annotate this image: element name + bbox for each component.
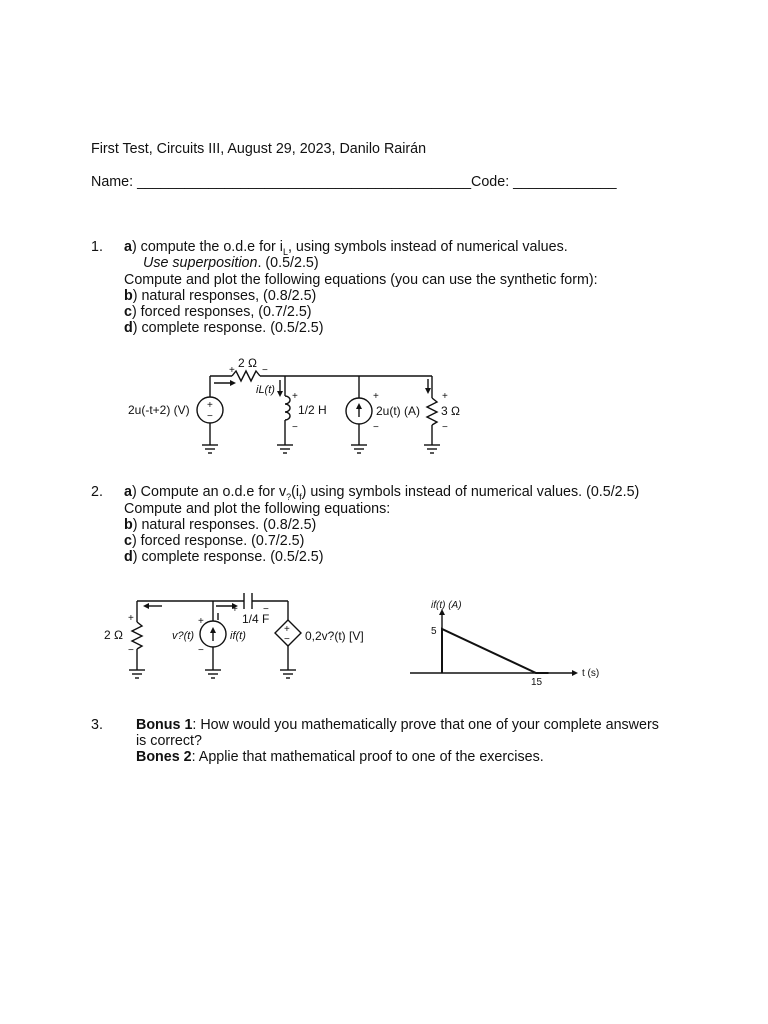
svg-text:−: − <box>207 411 213 422</box>
q1-compute-line: Compute and plot the following equations (you can use the synthetic form): <box>124 272 598 288</box>
q1-a-sub: L <box>282 246 288 257</box>
q2-d-text: ) complete response. (0.5/2.5) <box>132 549 324 565</box>
q2-b-letter: b <box>124 517 133 533</box>
q1-b-line <box>124 288 316 304</box>
circuit1-inductor-label: 1/2 H <box>298 403 327 417</box>
q3-bonus2-line <box>136 749 544 765</box>
q3-bonus1-cont: is correct? <box>136 733 202 749</box>
svg-text:+: + <box>373 391 379 402</box>
q1-a-tail: , using symbols instead of numerical values. <box>287 239 568 255</box>
plot-y-tick-5: 5 <box>431 626 437 637</box>
q2-c-text: ) forced response. (0.7/2.5) <box>131 533 305 549</box>
q1-number: 1. <box>91 239 103 255</box>
svg-text:+: + <box>207 400 213 411</box>
circuit2-v-label: v?(t) <box>172 630 194 642</box>
plot-y-label: if(t) (A) <box>431 600 462 611</box>
q1-b-text: ) natural responses, (0.8/2.5) <box>132 288 317 304</box>
svg-text:+: + <box>128 613 134 624</box>
q1-superposition-line <box>143 255 319 271</box>
svg-text:−: − <box>128 645 134 656</box>
name-code-line: Name: __________________________________________Code: _____________ <box>91 174 617 190</box>
circuit2-if-label: if(t) <box>230 630 246 642</box>
svg-text:+: + <box>198 616 204 627</box>
circuit1-r-top-label: 2 Ω <box>238 356 257 370</box>
q2-compute-line: Compute and plot the following equations: <box>124 501 391 517</box>
q2-a-tail: ) using symbols instead of numerical values. (0.5/2.5) <box>301 484 640 500</box>
svg-text:−: − <box>442 422 448 433</box>
circuit2-dep-source-label: 0,2v?(t) [V] <box>305 629 364 643</box>
q1-superposition-tail: . (0.5/2.5) <box>257 255 319 271</box>
q1-a-text: ) compute the o.d.e for i <box>131 239 283 255</box>
q3-bonus1-line <box>136 717 659 733</box>
svg-text:+: + <box>232 604 238 615</box>
svg-text:−: − <box>263 604 269 615</box>
q1-c-text: ) forced responses, (0.7/2.5) <box>131 304 312 320</box>
q2-a-sub2: f <box>299 491 302 502</box>
svg-text:−: − <box>198 645 204 656</box>
circuit-2-diagram <box>0 585 400 685</box>
q1-b-letter: b <box>124 288 133 304</box>
circuit2-cap-label: 1/4 F <box>242 612 270 626</box>
svg-text:−: − <box>292 422 298 433</box>
svg-text:+: + <box>292 391 298 402</box>
circuit1-il-label: iL(t) <box>256 384 275 396</box>
q3-number: 3. <box>91 717 103 733</box>
svg-text:+: + <box>284 624 290 635</box>
q2-d-letter: d <box>124 549 133 565</box>
q2-d-line <box>124 549 323 565</box>
circuit-1-diagram <box>0 345 768 460</box>
plot-x-tick-15: 15 <box>531 677 543 688</box>
svg-text:−: − <box>284 634 290 645</box>
q3-bonus2-label: Bones 2 <box>136 749 192 765</box>
svg-text:+: + <box>229 365 235 376</box>
svg-text:+: + <box>442 391 448 402</box>
q1-c-letter: c <box>124 304 132 320</box>
q2-c-letter: c <box>124 533 132 549</box>
q1-c-line <box>124 304 312 320</box>
q1-a-letter: a <box>124 239 132 255</box>
circuit2-r-left-label: 2 Ω <box>104 628 123 642</box>
q2-a-mid: (i <box>291 484 300 500</box>
q1-d-letter: d <box>124 320 133 336</box>
circuit1-source-v-label: 2u(-t+2) (V) <box>128 403 190 417</box>
q3-bonus1-text: : How would you mathematically prove that one of your complete answers <box>192 717 659 733</box>
q2-c-line <box>124 533 304 549</box>
if-plot <box>400 590 620 690</box>
page-title: First Test, Circuits III, August 29, 2023, Danilo Rairán <box>91 141 427 157</box>
q3-bonus2-text: : Applie that mathematical proof to one of the exercises. <box>191 749 544 765</box>
q1-d-line <box>124 320 323 336</box>
q2-b-text: ) natural responses. (0.8/2.5) <box>132 517 317 533</box>
q2-a-line <box>124 484 639 502</box>
q3-bonus1-label: Bonus 1 <box>136 717 193 733</box>
plot-x-axis-arrow <box>572 670 578 676</box>
plot-x-label: t (s) <box>582 668 600 679</box>
q2-a-letter: a <box>124 484 132 500</box>
q2-b-line <box>124 517 316 533</box>
circuit1-r-right-label: 3 Ω <box>441 404 460 418</box>
svg-text:−: − <box>262 365 268 376</box>
q1-use-superposition: Use superposition <box>143 255 258 271</box>
plot-signal-line <box>442 629 549 673</box>
circuit1-source-i-label: 2u(t) (A) <box>376 404 421 418</box>
q2-number: 2. <box>91 484 103 500</box>
q2-a-text: ) Compute an o.d.e for v <box>131 484 287 500</box>
svg-text:−: − <box>373 422 379 433</box>
q2-a-sub1: ? <box>286 491 292 502</box>
q1-d-text: ) complete response. (0.5/2.5) <box>132 320 324 336</box>
